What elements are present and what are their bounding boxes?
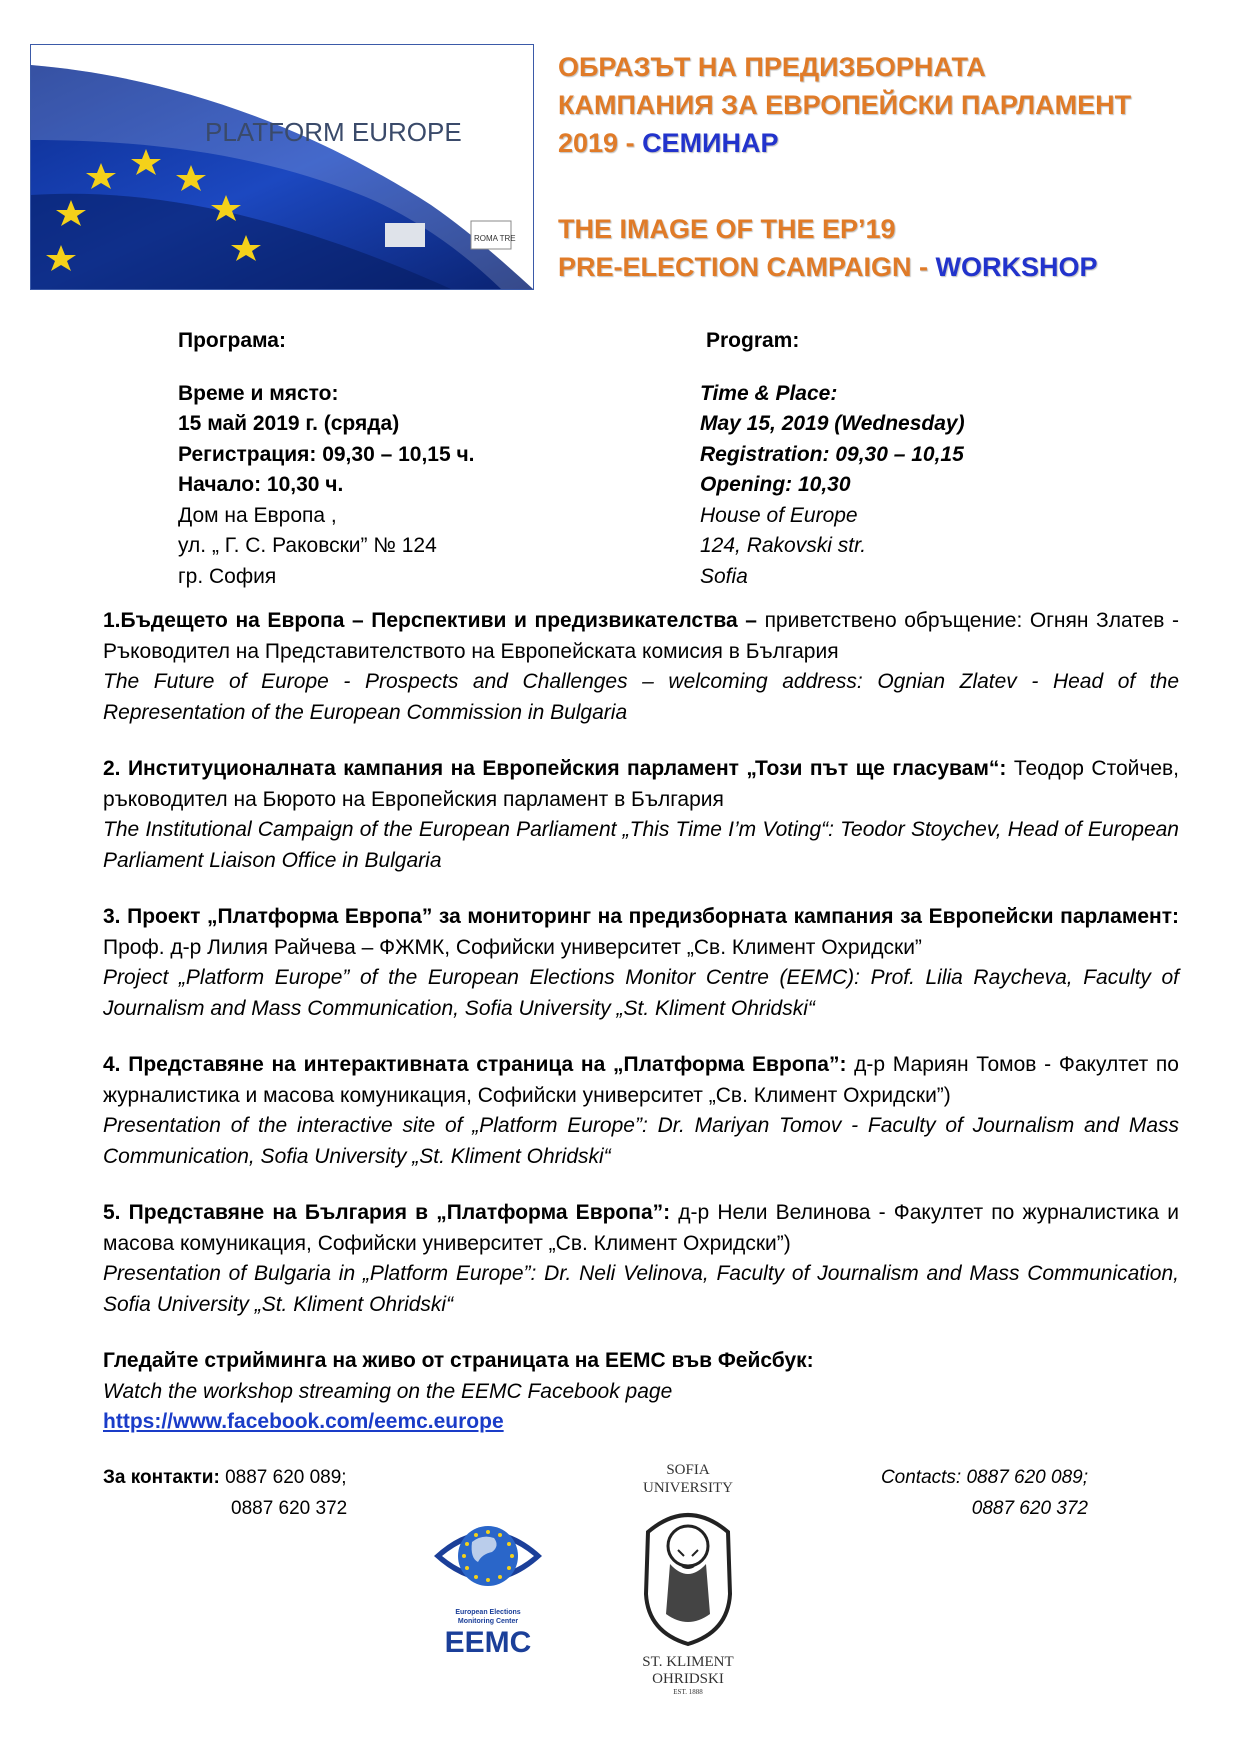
agenda-item-english: Presentation of the interactive site of „Platform Europe”: Dr. Mariyan Tomov - Faculty of Journalism and Mass Communication, Sofia University „St. Kliment Ohridski“ [103,1114,1179,1168]
registration-time-en: Registration: 09,30 – 10,15 [700,442,964,466]
agenda-item-speaker: приветствено обръщение: Огнян Златев - Ръководител на Представителството на Европейската комисия в България [103,609,1180,663]
agenda-item-title: 4. Представяне на интерактивната страница на „Платформа Европа”: [103,1053,847,1076]
agenda-item-title: 3. Проект „Платформа Европа” за мониторинг на предизборната кампания за Европейски парламент: [103,905,1179,928]
svg-text:Monitoring Center: Monitoring Center [457,1618,519,1625]
registration-time: Регистрация: 09,30 – 10,15 ч. [178,442,475,466]
contacts-bulgarian [103,1462,347,1524]
streaming-heading: Гледайте стрийминга на живо от страницата на ЕЕМС във Фейсбук: [103,1349,814,1372]
title-workshop: WORKSHOP [935,252,1098,282]
agenda-item-english: Presentation of Bulgaria in „Platform Europe”: Dr. Neli Velinova, Faculty of Journalism and Mass Communication, Sofia University „St. Kliment Ohridski“ [103,1262,1179,1316]
program-heading: Програма: [178,329,286,352]
svg-text:ST. KLIMENT: ST. KLIMENT [642,1654,734,1670]
sofia-university-logo [618,1454,758,1694]
venue-name: Дом на Европа , [178,503,337,527]
agenda-item-title: 2. Институционалната кампания на Европейския парламент „Този път ще гласувам“: [103,757,1007,780]
program-bulgarian [178,326,475,592]
eemc-logo [432,1512,544,1660]
program-heading-en: Program: [706,329,800,352]
agenda-item-title: 5. Представяне на България в „Платформа Европа”: [103,1201,671,1224]
contacts-en-line2: 0887 620 372 [971,1498,1088,1519]
agenda-item-speaker: д-р Мариян Томов - Факултет по журналистика и масова комуникация, Софийски университет „Св. Климент Охридски”) [103,1053,1179,1107]
eu-flag-image [31,45,533,289]
platform-europe-logo-text: PLATFORM EUROPE [205,117,462,147]
venue-city-en: Sofia [700,564,748,588]
streaming-info [103,1346,1179,1438]
platform-europe-banner [30,44,534,290]
venue-street: ул. „ Г. С. Раковски” № 124 [178,534,437,557]
opening-time: Начало: 10,30 ч. [178,473,344,496]
time-place-label-en: Time & Place: [700,381,838,405]
title-bg-line2: КАМПАНИЯ ЗА ЕВРОПЕЙСКИ ПАРЛАМЕНТ [558,90,1132,120]
venue-street-en: 124, Rakovski str. [700,534,867,557]
agenda-item-speaker: д-р Нели Велинова - Факултет по журналистика и масова комуникация, Софийски университет „Св. Климент Охридски”) [103,1201,1179,1255]
contact-phone-1: 0887 620 089; [219,1467,347,1488]
time-place-label: Време и място: [178,381,339,405]
program-english [700,326,965,592]
title-english [558,210,1218,286]
venue-name-en: House of Europe [700,503,858,527]
contacts-english [862,1462,1088,1524]
agenda-list [103,606,1179,1438]
facebook-link[interactable]: https://www.facebook.com/eemc.europe [103,1410,504,1433]
contact-phone-2: 0887 620 372 [231,1498,348,1519]
svg-text:ROMA TRE: ROMA TRE [474,234,516,243]
eemc-eye-icon [432,1512,544,1660]
agenda-item-4 [103,1050,1179,1172]
agenda-item-english: The Institutional Campaign of the European Parliament „This Time I’m Voting“: Teodor Stoychev, Head of European Parliament Liaison Office in Bulgaria [103,818,1179,872]
agenda-item-speaker: Теодор Стойчев, ръководител на Бюрото на Европейския парламент в България [103,757,1179,811]
event-date-en: May 15, 2019 (Wednesday) [700,412,965,435]
streaming-english: Watch the workshop streaming on the EEMC Facebook page [103,1379,673,1403]
svg-text:EEMC: EEMC [444,1626,532,1659]
agenda-item-english: The Future of Europe - Prospects and Challenges – welcoming address: Ognian Zlatev - Head of the Representation of the European Commission in Bulgaria [103,670,1179,724]
agenda-item-title: 1.Бъдещето на Европа – Перспективи и предизвикателства – [103,609,757,632]
title-seminar: СЕМИНАР [642,128,779,158]
title-bg-line3 [558,124,1218,162]
agenda-item-2 [103,754,1179,876]
title-bg-line1: ОБРАЗЪТ НА ПРЕДИЗБОРНАТА [558,52,986,82]
venue-city: гр. София [178,564,277,588]
svg-text:OHRIDSKI: OHRIDSKI [652,1671,724,1687]
svg-text:UNIVERSITY: UNIVERSITY [643,1480,733,1496]
european-parliament-logo [385,223,425,247]
svg-text:EST. 1888: EST. 1888 [673,1688,703,1694]
opening-time-en: Opening: 10,30 [700,473,851,496]
title-en-line2 [558,248,1218,286]
title-campaign: PRE-ELECTION CAMPAIGN - [558,252,936,282]
title-en-line1: THE IMAGE OF THE EP’19 [558,214,896,244]
agenda-item-5 [103,1198,1179,1320]
contacts-en-line1: Contacts: 0887 620 089; [880,1467,1088,1488]
agenda-item-3 [103,902,1179,1024]
title-bulgarian [558,48,1218,162]
agenda-item-speaker: Проф. д-р Лилия Райчева – ФЖМК, Софийски университет „Св. Климент Охридски” [103,935,922,959]
agenda-item-1 [103,606,1179,728]
event-date: 15 май 2019 г. (сряда) [178,412,400,435]
contacts-label: За контакти: [103,1467,220,1488]
agenda-item-english: Project „Platform Europe” of the European Elections Monitor Centre (EEMC): Prof. Lilia Raycheva, Faculty of Journalism and Mass Communication, Sofia University „St. Kliment Ohridski“ [103,966,1179,1020]
title-year: 2019 - [558,128,643,158]
svg-text:SOFIA: SOFIA [666,1462,710,1478]
st-kliment-emblem [618,1454,758,1694]
svg-text:European Elections: European Elections [455,1609,521,1616]
